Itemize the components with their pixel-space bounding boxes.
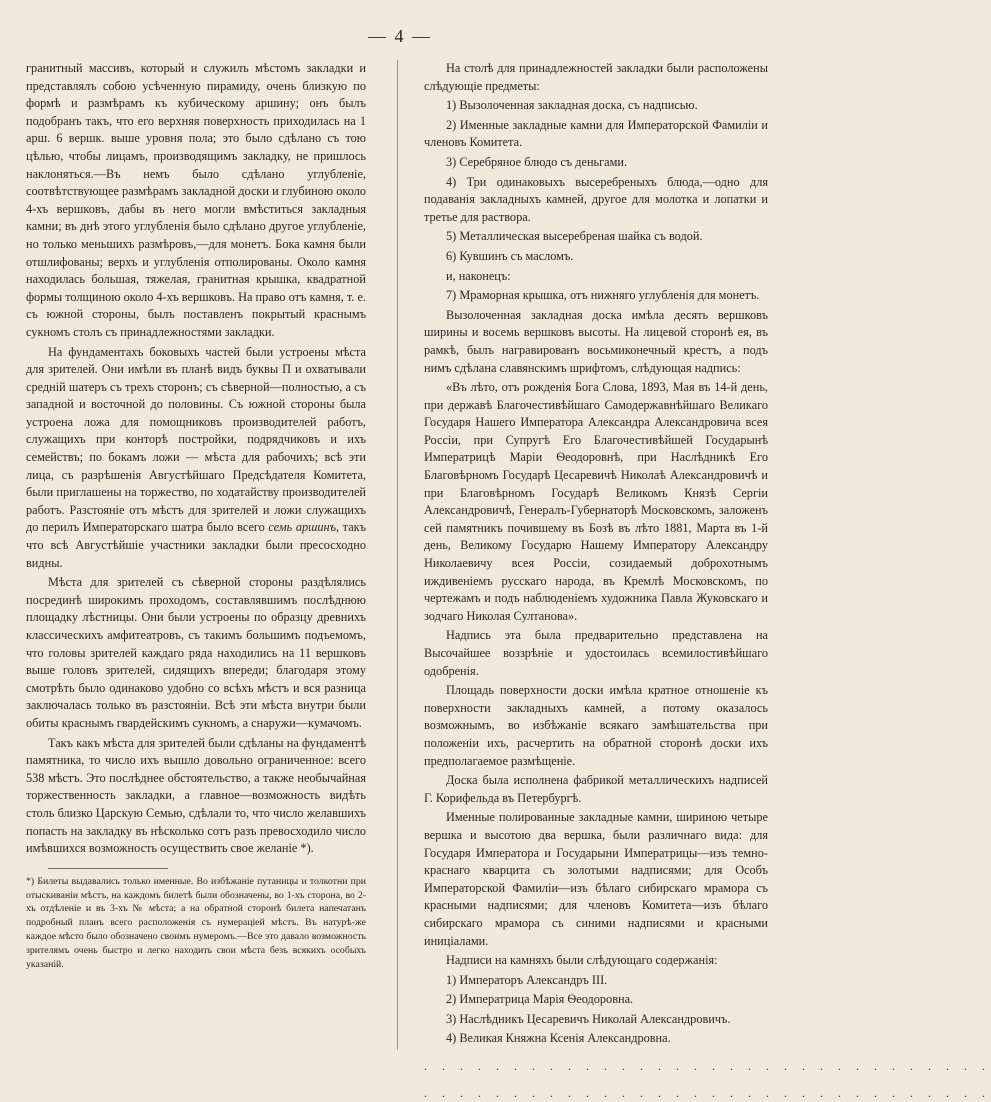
list-item: 1) Императоръ Александръ III. (446, 972, 608, 987)
list-item: 3) Наслѣдникъ Цесаревичъ Николай Александровичъ. (446, 1011, 731, 1026)
paragraph: На столѣ для принадлежностей закладки были расположены слѣдующіе предметы: (424, 61, 768, 93)
paragraph: Надписи на камняхъ были слѣдующаго содержанія: (446, 953, 718, 968)
paragraph-text: , такъ что всѣ Августѣйшіе участники закладки были пресосходно видны. (26, 520, 366, 570)
list-item: 5) Металлическая высеребреная шайка съ водой. (446, 229, 703, 244)
list-item: и, наконецъ: (446, 268, 511, 283)
paragraph (26, 344, 366, 573)
list-item: 4) Три одинаковыхъ высеребреныхъ блюда,—одно для подаванія закладныхъ камней, другое для молотка и лопатки и третье для раствора. (424, 174, 768, 224)
list-item: 2) Императрица Марія Ѳеодоровна. (446, 992, 634, 1007)
paragraph: Такъ какъ мѣста для зрителей были сдѣланы на фундаментѣ памятника, то число ихъ вышло довольно ограниченное: всего 538 мѣстъ. Это послѣднее обстоятельство, а также необычайная торжественность закладки, а главное—возможность видѣть столь близко Царскую Семью, сдѣлали то, что число желавшихъ попасть на закладку въ нѣсколько сотъ разъ превосходило число имѣвшихся возможность осуществить свое желаніе *). (26, 735, 366, 856)
right-column (424, 60, 991, 1102)
list-item: 2) Именные закладные камни для Императорской Фамиліи и членовъ Комитета. (424, 117, 768, 150)
footnote: *) Билеты выдавались только именные. Во избѣжаніе путаницы и толкотни при отыскиваніи мѣстъ, на каждомъ билетѣ были обозначены, во 1-хъ сторона, во 2-хъ отдѣленіе и въ 3-хъ № мѣста; а на обратной сторонѣ билета напечатанъ подробный планъ всего расположенія съ нумераціей мѣстъ. Въ натурѣ-же каждое мѣсто было обозначено своимъ нумеромъ.—Все это давало возможность зрителямъ очень быстро и легко находить свои мѣста безъ всякихъ особыхъ указаній. (26, 875, 366, 970)
paragraph-text: На фундаментахъ боковыхъ частей были устроены мѣста для зрителей. Они имѣли въ планѣ видъ буквы П и охватывали средній шатеръ съ трехъ сторонъ; съ сѣверной—полностью, а съ западной и восточной до половины. Съ южной стороны была устроена ложа для помощниковъ производителей работъ, служащихъ при конторѣ постройки, подрядчиковъ и ихъ семействъ; по бокамъ ложи — мѣста для рабочихъ; всѣ эти лица, съ разрѣшенія Августѣйшаго Предсѣдателя Комитета, были приглашены на торжество, по ходатайству производителей работъ. Разстояніе отъ мѣстъ для зрителей и ложи служащихъ до перилъ Императорскаго шатра было всего (26, 344, 366, 535)
left-column (26, 60, 366, 973)
paragraph: Доска была исполнена фабрикой металлическихъ надписей Г. Корифельда въ Петербургѣ. (424, 773, 768, 805)
list-item: 3) Серебряное блюдо съ деньгами. (446, 154, 628, 169)
paragraph: гранитный массивъ, который и служилъ мѣстомъ закладки и представлялъ собою усѣченную пирамиду, очень близкую по формѣ и размѣрамъ къ кубическому аршину; онъ былъ подобранъ такъ, что его верхняя поверхность приходилась на 1 арш. 6 вершк. выше уровня пола; это было сдѣлано съ тою цѣлью, чтобы лицамъ, производящимъ закладку, не пришлось наклоняться.—Въ немъ было сдѣлано углубленіе, соотвѣтствующее размѣрамъ закладной доски и глубиною около 4-хъ вершковъ, дабы въ него могли вмѣститься закладныя камни; въ днѣ этого углубленія было сдѣлано другое углубленіе, но только меньшихъ размѣровъ,—для монетъ. Бока камня были отшлифованы; верхъ и углубленія отполированы. Около камня находилась большая, тяжелая, гранитная крышка, квадратной формы толщиною около 4-хъ вершковъ. На право отъ камня, т. е. съ южной стороны, былъ поставленъ покрытый краснымъ сукномъ столъ съ принадлежностями закладки. (26, 61, 366, 339)
list-item: 4) Великая Княжна Ксенія Александровна. (446, 1031, 671, 1046)
column-divider (397, 60, 398, 1050)
list-item: 1) Вызолоченная закладная доска, съ надписью. (446, 98, 698, 113)
footnote-rule (48, 868, 168, 869)
list-item: 6) Кувшинъ съ масломъ. (446, 248, 574, 263)
paragraph: Площадь поверхности доски имѣла кратное отношеніе къ поверхности закладныхъ камней, а потому оказалось возможнымъ, во избѣжаніе всякаго замѣшательства при положеніи ихъ, расчертить на обратной сторонѣ доски ихъ предполагаемое размѣщеніе. (424, 683, 768, 768)
paragraph: Надпись эта была предварительно представлена на Высочайшее воззрѣніе и удостоилась всемилостивѣйшаго одобренія. (424, 628, 768, 678)
list-item: 7) Мраморная крышка, отъ нижняго углубленія для монетъ. (446, 288, 760, 303)
ellipsis-dots: . . . . . . . . . . . . . . . . . . . . . . . . . . . . . . . . (424, 1086, 991, 1101)
page-number: — 4 — (368, 26, 432, 46)
paragraph: Именные полированные закладные камни, шириною четыре вершка и высотою два вершка, были различнаго вида: для Государя Императора и Государыни Императрицы—изъ темно-краснаго кварцита съ золотыми надписями; для Особъ Императорской Фамиліи—изъ бѣлаго сибирскаго мрамора съ красными надписями; для членовъ Комитета—изъ бѣлаго сибирскаго мрамора съ синими надписями и красными иниціалами. (424, 810, 768, 948)
paragraph: Вызолоченная закладная доска имѣла десять вершковъ ширины и восемь вершковъ высоты. На лицевой сторонѣ ея, въ рамкѣ, былъ награвированъ восьмиконечный крестъ, а подъ нимъ сдѣлана славянскимъ шрифтомъ, слѣдующая надпись: (424, 307, 768, 375)
paragraph: Мѣста для зрителей съ сѣверной стороны раздѣлялись посрединѣ широкимъ проходомъ, составлявшимъ послѣднюю площадку лѣстницы. Они были устроены по образцу древнихъ классическихъ амфитеатровъ, съ такимъ большимъ подъемомъ, что головы зрителей каждаго ряда находились на 11 вершковъ выше головъ зрителей, сидящихъ впереди; благодаря этому смотрѣть было одинаково удобно со всѣхъ мѣстъ и вся разница заключалась только въ разстояніи. Всѣ эти мѣста внутри были обиты краснымъ гвардейскимъ сукномъ, а снаружи—кумачомъ. (26, 575, 366, 730)
ellipsis-dots: . . . . . . . . . . . . . . . . . . . . . . . . . . . . . . . . (424, 1059, 991, 1074)
inscription-text: «Въ лѣто, отъ рожденія Бога Слова, 1893, Мая въ 14-й день, при державѣ Благочестивѣйшаго Самодержавнѣйшаго Великаго Государя Нашего Императора Александра Александровича всея Россіи, при Супругѣ Его Благочестивѣйшей Государынѣ Императрицѣ Маріи Ѳеодоровнѣ, при Наслѣдникѣ Его Благовѣрномъ Государѣ Цесаревичѣ Николаѣ Александровичѣ и при Благовѣрномъ Государѣ Великомъ Князѣ Сергіи Александровичѣ, Генералъ-Губернаторѣ Московскомъ, заложенъ сей памятникъ почившему въ Бозѣ въ лѣто 1881, Марта въ 1-й день, Великому Государю Нашему Императору Александру Николаевичу всея Россіи, созидаемый доброхотнымъ иждивеніемъ русскаго народа, въ Кремлѣ Московскомъ, по чертежамъ и подъ наблюденіемъ художника Павла Жуковскаго и зодчаго Николая Султанова». (424, 380, 768, 623)
emphasis-text: семь аршинъ (268, 520, 337, 535)
